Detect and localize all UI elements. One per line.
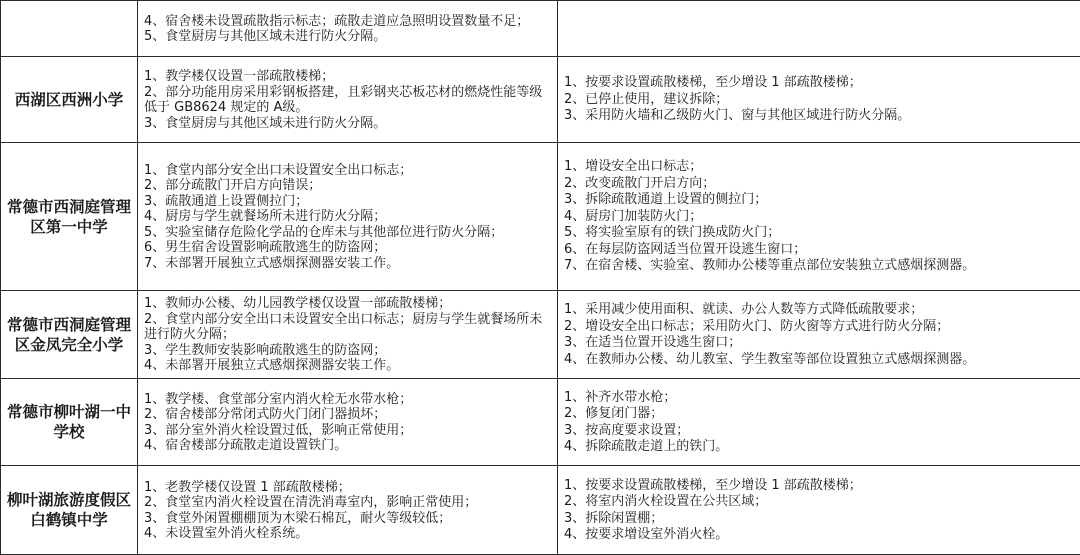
issue-item: 4、未设置室外消火栓系统。 (144, 526, 309, 541)
fixes-cell (558, 57, 1080, 143)
fix-item: 3、拆除闲置棚； (564, 510, 664, 526)
issue-item: 2、食堂内部分安全出口未设置安全出口标志；厨房与学生就餐场所未进行防火分隔； (144, 311, 543, 343)
fix-item: 1、增设安全出口标志； (564, 159, 703, 175)
issue-item: 1、教学楼仅设置一部疏散楼梯； (144, 69, 335, 84)
table-row (1, 466, 1080, 555)
table-row (1, 57, 1080, 143)
fix-item: 1、按要求设置疏散楼梯，至少增设 1 部疏散楼梯； (564, 75, 862, 91)
fixes-cell (558, 379, 1080, 466)
issue-item: 4、厨房与学生就餐场所未进行防火分隔； (144, 209, 387, 225)
issue-item: 1、食堂内部分安全出口未设置安全出口标志； (144, 162, 413, 178)
fix-item: 6、在每层防盗网适当位置开设逃生窗口； (564, 241, 807, 257)
issue-item: 4、宿舍楼部分疏散走道设置铁门。 (144, 438, 348, 453)
issue-item: 3、食堂外闲置棚棚顶为木梁石棉瓦，耐火等级较低； (144, 510, 452, 526)
issue-item: 5、食堂厨房与其他区域未进行防火分隔。 (144, 29, 387, 44)
issues-cell (138, 291, 558, 379)
school-name-cell: 常德市柳叶湖一中学校 (1, 379, 138, 466)
fix-item: 2、已停止使用，建议拆除； (564, 91, 729, 107)
school-name-cell: 柳叶湖旅游度假区白鹤镇中学 (1, 466, 138, 555)
table-row (1, 1, 1080, 57)
issue-item: 2、部分功能用房采用彩钢板搭建，且彩钢夹芯板芯材的燃烧性能等级低于 GB8624 规定的 A级。 (144, 84, 543, 115)
fixes-cell (558, 143, 1080, 291)
school-name-cell: 常德市西洞庭管理区第一中学 (1, 143, 138, 291)
fix-item: 4、厨房门加装防火门； (564, 208, 703, 224)
issue-item: 2、部分疏散门开启方向错误； (144, 178, 322, 194)
issue-item: 6、男生宿舍设置影响疏散逃生的防盗网； (144, 240, 387, 256)
fix-item: 3、按高度要求设置； (564, 422, 690, 438)
fix-item: 3、拆除疏散通道上设置的侧拉门； (564, 192, 768, 208)
issue-item: 3、食堂厨房与其他区域未进行防火分隔。 (144, 115, 387, 131)
fix-item: 2、增设安全出口标志；采用防火门、防火窗等方式进行防火分隔； (564, 318, 950, 334)
issue-item: 2、宿舍楼部分常闭式防火门闭门器损坏； (144, 407, 387, 422)
school-name-cell (1, 1, 138, 57)
issue-item: 2、食堂室内消火栓设置在清洗消毒室内，影响正常使用； (144, 495, 478, 510)
issues-cell (138, 1, 558, 57)
fix-item: 7、在宿舍楼、实验室、教师办公楼等重点部位安装独立式感烟探测器。 (564, 258, 976, 274)
fixes-cell (558, 1, 1080, 57)
table-row (1, 143, 1080, 291)
issue-item: 4、未部署开展独立式感烟探测器安装工作。 (144, 358, 400, 374)
fix-item: 1、按要求设置疏散楼梯，至少增设 1 部疏散楼梯； (564, 477, 862, 493)
fix-item: 3、采用防火墙和乙级防火门、窗与其他区域进行防火分隔。 (564, 108, 911, 124)
fix-item: 4、按要求增设室外消火栓。 (564, 527, 729, 542)
issues-cell (138, 466, 558, 555)
fix-item: 2、将室内消火栓设置在公共区域； (564, 494, 768, 509)
fixes-cell (558, 291, 1080, 379)
fixes-cell (558, 466, 1080, 555)
fix-item: 1、补齐水带水枪； (564, 389, 677, 405)
issue-item: 3、疏散通道上设置侧拉门； (144, 193, 309, 209)
issues-cell (138, 143, 558, 291)
issue-item: 3、学生教师安装影响疏散逃生的防盗网； (144, 342, 387, 358)
fix-item: 4、在教师办公楼、幼儿教室、学生教室等部位设置独立式感烟探测器。 (564, 351, 976, 367)
school-name-cell: 常德市西洞庭管理区金凤完全小学 (1, 291, 138, 379)
table-row (1, 379, 1080, 466)
issue-item: 7、未部署开展独立式感烟探测器安装工作。 (144, 255, 400, 271)
issues-cell (138, 379, 558, 466)
fix-item: 4、拆除疏散走道上的铁门。 (564, 439, 729, 454)
issue-item: 4、宿舍楼未设置疏散指示标志；疏散走道应急照明设置数量不足； (144, 13, 530, 29)
issue-item: 1、教学楼、食堂部分室内消火栓无水带水枪； (144, 391, 413, 407)
issue-item: 3、部分室外消火栓设置过低，影响正常使用； (144, 422, 413, 438)
fix-item: 5、将实验室原有的铁门换成防火门； (564, 225, 781, 241)
issues-cell (138, 57, 558, 143)
fix-item: 2、修复闭门器； (564, 406, 664, 421)
issue-item: 1、教师办公楼、幼儿园教学楼仅设置一部疏散楼梯； (144, 296, 452, 312)
issue-item: 5、实验室储存危险化学品的仓库未与其他部位进行防火分隔； (144, 224, 504, 240)
fix-item: 3、在适当位置开设逃生窗口； (564, 335, 742, 350)
fix-item: 2、改变疏散门开启方向； (564, 175, 716, 191)
fix-item: 1、采用减少使用面积、就读、办公人数等方式降低疏散要求； (564, 302, 924, 317)
table-row (1, 291, 1080, 379)
issue-item: 1、老教学楼仅设置 1 部疏散楼梯； (144, 479, 351, 495)
school-name-cell: 西湖区西洲小学 (1, 57, 138, 143)
